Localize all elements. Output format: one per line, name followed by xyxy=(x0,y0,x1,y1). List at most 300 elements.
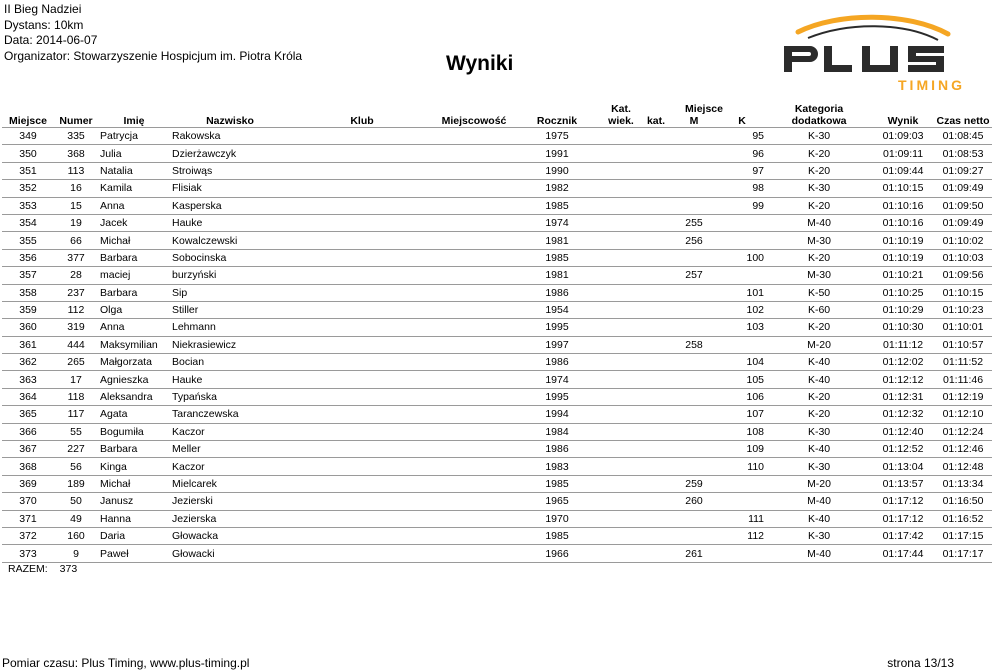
cell-wynik: 01:12:31 xyxy=(872,388,934,405)
cell-kat-wiek xyxy=(600,214,642,231)
table-row xyxy=(2,301,992,318)
cell-imie: Michał xyxy=(98,232,170,249)
cell-kat xyxy=(642,388,670,405)
table-row xyxy=(2,423,992,440)
cell-numer: 117 xyxy=(54,406,98,423)
cell-nazwisko: Meller xyxy=(170,441,290,458)
cell-klub xyxy=(290,510,434,527)
cell-rocznik: 1974 xyxy=(514,371,600,388)
cell-nazwisko: Stroiwąs xyxy=(170,162,290,179)
cell-klub xyxy=(290,475,434,492)
event-date: Data: 2014-06-07 xyxy=(4,33,98,47)
cell-numer: 28 xyxy=(54,267,98,284)
col-wynik: Wynik xyxy=(887,115,919,127)
cell-m: 258 xyxy=(670,336,718,353)
cell-kat xyxy=(642,319,670,336)
cell-rocznik: 1994 xyxy=(514,406,600,423)
cell-klub xyxy=(290,232,434,249)
cell-imie: Jacek xyxy=(98,214,170,231)
cell-imie: Agata xyxy=(98,406,170,423)
cell-miejscowosc xyxy=(434,197,514,214)
cell-klub xyxy=(290,493,434,510)
cell-imie: Olga xyxy=(98,301,170,318)
table-row xyxy=(2,371,992,388)
cell-czas-netto: 01:09:50 xyxy=(934,197,992,214)
table-body xyxy=(2,128,992,563)
cell-m xyxy=(670,388,718,405)
cell-kat-wiek xyxy=(600,336,642,353)
cell-wynik: 01:13:57 xyxy=(872,475,934,492)
cell-kat xyxy=(642,545,670,562)
cell-m xyxy=(670,284,718,301)
cell-kategoria: K-50 xyxy=(766,284,872,301)
cell-m xyxy=(670,458,718,475)
cell-rocznik: 1974 xyxy=(514,214,600,231)
cell-numer: 113 xyxy=(54,162,98,179)
cell-m: 255 xyxy=(670,214,718,231)
cell-wynik: 01:10:16 xyxy=(872,214,934,231)
cell-kat xyxy=(642,301,670,318)
cell-numer: 66 xyxy=(54,232,98,249)
col-nazwisko: Nazwisko xyxy=(206,115,254,127)
cell-wynik: 01:10:21 xyxy=(872,267,934,284)
cell-kat-wiek xyxy=(600,284,642,301)
cell-kat-wiek xyxy=(600,197,642,214)
cell-kat xyxy=(642,423,670,440)
cell-kategoria: K-20 xyxy=(766,406,872,423)
footer-timing-credit: Pomiar czasu: Plus Timing, www.plus-timing.pl xyxy=(2,656,250,670)
cell-kat xyxy=(642,371,670,388)
cell-m xyxy=(670,406,718,423)
cell-k: 108 xyxy=(718,423,766,440)
cell-miejsce: 351 xyxy=(2,162,54,179)
cell-rocznik: 1975 xyxy=(514,128,600,145)
cell-miejsce: 368 xyxy=(2,458,54,475)
cell-wynik: 01:12:12 xyxy=(872,371,934,388)
col-czas-netto: Czas netto xyxy=(936,115,990,127)
cell-imie: Paweł xyxy=(98,545,170,562)
cell-numer: 56 xyxy=(54,458,98,475)
cell-kategoria: K-30 xyxy=(766,128,872,145)
cell-rocznik: 1966 xyxy=(514,545,600,562)
cell-wynik: 01:10:29 xyxy=(872,301,934,318)
cell-kat xyxy=(642,284,670,301)
col-numer: Numer xyxy=(59,115,93,127)
cell-rocznik: 1985 xyxy=(514,527,600,544)
cell-kat xyxy=(642,145,670,162)
cell-miejscowosc xyxy=(434,301,514,318)
cell-nazwisko: Lehmann xyxy=(170,319,290,336)
cell-miejscowosc xyxy=(434,162,514,179)
cell-miejscowosc xyxy=(434,145,514,162)
cell-imie: Anna xyxy=(98,319,170,336)
cell-rocznik: 1995 xyxy=(514,388,600,405)
cell-numer: 444 xyxy=(54,336,98,353)
cell-numer: 112 xyxy=(54,301,98,318)
cell-kategoria: K-20 xyxy=(766,145,872,162)
cell-kat-wiek xyxy=(600,180,642,197)
cell-nazwisko: Jezierska xyxy=(170,510,290,527)
cell-kategoria: M-20 xyxy=(766,336,872,353)
table-row xyxy=(2,545,992,562)
cell-miejsce: 367 xyxy=(2,441,54,458)
cell-kat xyxy=(642,336,670,353)
cell-nazwisko: Typańska xyxy=(170,388,290,405)
table-row xyxy=(2,475,992,492)
cell-klub xyxy=(290,162,434,179)
table-row xyxy=(2,267,992,284)
cell-nazwisko: Hauke xyxy=(170,214,290,231)
cell-nazwisko: Taranczewska xyxy=(170,406,290,423)
cell-miejsce: 356 xyxy=(2,249,54,266)
cell-numer: 377 xyxy=(54,249,98,266)
table-row xyxy=(2,128,992,145)
cell-kat-wiek xyxy=(600,493,642,510)
cell-nazwisko: Kaczor xyxy=(170,458,290,475)
summary xyxy=(8,563,77,575)
cell-wynik: 01:13:04 xyxy=(872,458,934,475)
cell-kat-wiek xyxy=(600,475,642,492)
cell-klub xyxy=(290,267,434,284)
cell-kategoria: K-30 xyxy=(766,527,872,544)
cell-m xyxy=(670,197,718,214)
cell-imie: Patrycja xyxy=(98,128,170,145)
col-kategoria: Kategoria dodatkowa xyxy=(791,103,847,127)
summary-label: RAZEM: xyxy=(8,563,48,575)
cell-rocznik: 1986 xyxy=(514,441,600,458)
event-organizer: Organizator: Stowarzyszenie Hospicjum im. Piotra Króla xyxy=(4,48,303,63)
cell-imie: Michał xyxy=(98,475,170,492)
cell-czas-netto: 01:10:01 xyxy=(934,319,992,336)
cell-numer: 368 xyxy=(54,145,98,162)
cell-kategoria: K-20 xyxy=(766,388,872,405)
cell-czas-netto: 01:17:15 xyxy=(934,527,992,544)
cell-kategoria: K-60 xyxy=(766,301,872,318)
cell-klub xyxy=(290,527,434,544)
cell-kat xyxy=(642,527,670,544)
cell-numer: 15 xyxy=(54,197,98,214)
table-header xyxy=(2,101,992,128)
cell-miejsce: 366 xyxy=(2,423,54,440)
cell-klub xyxy=(290,319,434,336)
cell-czas-netto: 01:09:49 xyxy=(934,180,992,197)
cell-miejscowosc xyxy=(434,423,514,440)
cell-miejsce: 355 xyxy=(2,232,54,249)
col-kat: kat. xyxy=(646,115,666,127)
cell-kategoria: K-20 xyxy=(766,249,872,266)
cell-numer: 17 xyxy=(54,371,98,388)
cell-imie: Hanna xyxy=(98,510,170,527)
summary-count: 373 xyxy=(59,563,78,575)
cell-miejsce: 364 xyxy=(2,388,54,405)
cell-klub xyxy=(290,545,434,562)
cell-m xyxy=(670,319,718,336)
cell-k: 105 xyxy=(718,371,766,388)
cell-numer: 50 xyxy=(54,493,98,510)
cell-miejscowosc xyxy=(434,371,514,388)
cell-kat xyxy=(642,493,670,510)
cell-m: 261 xyxy=(670,545,718,562)
cell-wynik: 01:12:32 xyxy=(872,406,934,423)
cell-czas-netto: 01:12:48 xyxy=(934,458,992,475)
cell-miejscowosc xyxy=(434,388,514,405)
cell-nazwisko: Stiller xyxy=(170,301,290,318)
cell-miejsce: 369 xyxy=(2,475,54,492)
cell-imie: Aleksandra xyxy=(98,388,170,405)
cell-czas-netto: 01:16:52 xyxy=(934,510,992,527)
cell-czas-netto: 01:11:46 xyxy=(934,371,992,388)
cell-miejscowosc xyxy=(434,458,514,475)
cell-nazwisko: Sip xyxy=(170,284,290,301)
cell-kategoria: M-40 xyxy=(766,214,872,231)
cell-klub xyxy=(290,214,434,231)
cell-numer: 265 xyxy=(54,354,98,371)
cell-numer: 237 xyxy=(54,284,98,301)
cell-czas-netto: 01:08:53 xyxy=(934,145,992,162)
cell-klub xyxy=(290,423,434,440)
cell-kat-wiek xyxy=(600,128,642,145)
cell-k xyxy=(718,475,766,492)
cell-miejscowosc xyxy=(434,475,514,492)
cell-kategoria: K-40 xyxy=(766,441,872,458)
cell-wynik: 01:09:11 xyxy=(872,145,934,162)
cell-miejsce: 359 xyxy=(2,301,54,318)
results-table xyxy=(2,101,992,563)
cell-kategoria: K-30 xyxy=(766,423,872,440)
cell-kategoria: M-30 xyxy=(766,232,872,249)
cell-nazwisko: Jezierski xyxy=(170,493,290,510)
cell-wynik: 01:11:12 xyxy=(872,336,934,353)
col-imie: Imię xyxy=(123,115,145,127)
table-row xyxy=(2,354,992,371)
cell-k: 103 xyxy=(718,319,766,336)
cell-nazwisko: Kowalczewski xyxy=(170,232,290,249)
cell-kat-wiek xyxy=(600,267,642,284)
cell-miejscowosc xyxy=(434,249,514,266)
cell-m xyxy=(670,510,718,527)
cell-wynik: 01:10:19 xyxy=(872,232,934,249)
cell-kat xyxy=(642,232,670,249)
cell-miejscowosc xyxy=(434,336,514,353)
cell-imie: Małgorzata xyxy=(98,354,170,371)
cell-miejscowosc xyxy=(434,128,514,145)
cell-klub xyxy=(290,441,434,458)
cell-kat xyxy=(642,128,670,145)
cell-rocznik: 1986 xyxy=(514,354,600,371)
cell-numer: 118 xyxy=(54,388,98,405)
cell-k: 96 xyxy=(718,145,766,162)
cell-nazwisko: burzyński xyxy=(170,267,290,284)
col-rocznik: Rocznik xyxy=(536,115,578,127)
cell-czas-netto: 01:09:49 xyxy=(934,214,992,231)
cell-imie: Barbara xyxy=(98,284,170,301)
cell-m xyxy=(670,180,718,197)
cell-miejscowosc xyxy=(434,441,514,458)
cell-rocznik: 1995 xyxy=(514,319,600,336)
cell-imie: Natalia xyxy=(98,162,170,179)
cell-nazwisko: Mielcarek xyxy=(170,475,290,492)
table-row xyxy=(2,510,992,527)
cell-kategoria: K-20 xyxy=(766,162,872,179)
cell-miejsce: 361 xyxy=(2,336,54,353)
cell-kategoria: K-30 xyxy=(766,180,872,197)
cell-m xyxy=(670,145,718,162)
cell-kat xyxy=(642,197,670,214)
cell-rocznik: 1986 xyxy=(514,284,600,301)
table-row xyxy=(2,145,992,162)
cell-kategoria: K-40 xyxy=(766,354,872,371)
cell-nazwisko: Bocian xyxy=(170,354,290,371)
cell-nazwisko: Sobocinska xyxy=(170,249,290,266)
cell-rocznik: 1981 xyxy=(514,267,600,284)
cell-kat xyxy=(642,441,670,458)
cell-kat-wiek xyxy=(600,371,642,388)
cell-kat xyxy=(642,510,670,527)
cell-miejsce: 372 xyxy=(2,527,54,544)
cell-numer: 16 xyxy=(54,180,98,197)
cell-rocznik: 1991 xyxy=(514,145,600,162)
cell-miejscowosc xyxy=(434,232,514,249)
cell-miejsce: 363 xyxy=(2,371,54,388)
cell-nazwisko: Hauke xyxy=(170,371,290,388)
cell-numer: 160 xyxy=(54,527,98,544)
plus-timing-logo xyxy=(778,10,965,96)
cell-miejsce: 354 xyxy=(2,214,54,231)
cell-k: 107 xyxy=(718,406,766,423)
cell-kat-wiek xyxy=(600,145,642,162)
cell-wynik: 01:12:02 xyxy=(872,354,934,371)
cell-kat xyxy=(642,180,670,197)
cell-imie: Daria xyxy=(98,527,170,544)
cell-nazwisko: Dzierżawczyk xyxy=(170,145,290,162)
cell-miejscowosc xyxy=(434,180,514,197)
cell-m xyxy=(670,301,718,318)
cell-m xyxy=(670,162,718,179)
cell-k: 98 xyxy=(718,180,766,197)
cell-m xyxy=(670,354,718,371)
cell-rocznik: 1970 xyxy=(514,510,600,527)
cell-miejsce: 370 xyxy=(2,493,54,510)
cell-kat-wiek xyxy=(600,162,642,179)
cell-miejsce: 349 xyxy=(2,128,54,145)
table-row xyxy=(2,162,992,179)
footer-page-number: strona 13/13 xyxy=(887,656,954,670)
cell-czas-netto: 01:17:17 xyxy=(934,545,992,562)
cell-kat-wiek xyxy=(600,527,642,544)
cell-miejscowosc xyxy=(434,284,514,301)
cell-czas-netto: 01:16:50 xyxy=(934,493,992,510)
cell-m: 256 xyxy=(670,232,718,249)
cell-k: 97 xyxy=(718,162,766,179)
cell-klub xyxy=(290,371,434,388)
cell-wynik: 01:09:44 xyxy=(872,162,934,179)
cell-kat xyxy=(642,406,670,423)
col-miejsce-group: Miejsce xyxy=(685,103,723,115)
cell-wynik: 01:10:25 xyxy=(872,284,934,301)
cell-m: 260 xyxy=(670,493,718,510)
cell-numer: 19 xyxy=(54,214,98,231)
cell-numer: 55 xyxy=(54,423,98,440)
cell-rocznik: 1984 xyxy=(514,423,600,440)
cell-imie: Bogumiła xyxy=(98,423,170,440)
cell-miejsce: 352 xyxy=(2,180,54,197)
cell-numer: 49 xyxy=(54,510,98,527)
cell-klub xyxy=(290,336,434,353)
cell-k: 99 xyxy=(718,197,766,214)
table-row xyxy=(2,180,992,197)
cell-czas-netto: 01:13:34 xyxy=(934,475,992,492)
col-m: M xyxy=(689,115,699,127)
cell-kat-wiek xyxy=(600,354,642,371)
cell-imie: Anna xyxy=(98,197,170,214)
cell-czas-netto: 01:09:27 xyxy=(934,162,992,179)
cell-kategoria: K-20 xyxy=(766,319,872,336)
cell-miejscowosc xyxy=(434,510,514,527)
cell-k: 106 xyxy=(718,388,766,405)
table-row xyxy=(2,249,992,266)
cell-imie: Kamila xyxy=(98,180,170,197)
cell-kat-wiek xyxy=(600,458,642,475)
col-kat-wiek-line1: Kat. xyxy=(611,103,631,115)
cell-kat-wiek xyxy=(600,301,642,318)
cell-imie: Janusz xyxy=(98,493,170,510)
cell-kat xyxy=(642,267,670,284)
cell-k xyxy=(718,214,766,231)
cell-nazwisko: Kaczor xyxy=(170,423,290,440)
cell-nazwisko: Kasperska xyxy=(170,197,290,214)
cell-k: 95 xyxy=(718,128,766,145)
cell-kat xyxy=(642,354,670,371)
cell-miejsce: 365 xyxy=(2,406,54,423)
table-row xyxy=(2,319,992,336)
cell-m xyxy=(670,441,718,458)
cell-m xyxy=(670,371,718,388)
cell-kategoria: K-40 xyxy=(766,510,872,527)
cell-kat xyxy=(642,475,670,492)
cell-wynik: 01:17:12 xyxy=(872,510,934,527)
cell-kat xyxy=(642,162,670,179)
cell-nazwisko: Rakowska xyxy=(170,128,290,145)
cell-k: 101 xyxy=(718,284,766,301)
cell-k: 112 xyxy=(718,527,766,544)
cell-k xyxy=(718,493,766,510)
cell-czas-netto: 01:10:23 xyxy=(934,301,992,318)
cell-numer: 335 xyxy=(54,128,98,145)
cell-wynik: 01:10:15 xyxy=(872,180,934,197)
cell-imie: Maksymilian xyxy=(98,336,170,353)
cell-m xyxy=(670,527,718,544)
event-distance: Dystans: 10km xyxy=(4,17,84,32)
cell-rocznik: 1965 xyxy=(514,493,600,510)
cell-miejsce: 373 xyxy=(2,545,54,562)
cell-czas-netto: 01:12:10 xyxy=(934,406,992,423)
table-row xyxy=(2,388,992,405)
cell-m xyxy=(670,423,718,440)
cell-k: 109 xyxy=(718,441,766,458)
cell-czas-netto: 01:10:02 xyxy=(934,232,992,249)
cell-kategoria: K-30 xyxy=(766,458,872,475)
cell-kategoria: M-40 xyxy=(766,545,872,562)
cell-k xyxy=(718,232,766,249)
cell-kat-wiek xyxy=(600,319,642,336)
cell-kat-wiek xyxy=(600,510,642,527)
cell-m xyxy=(670,249,718,266)
cell-czas-netto: 01:11:52 xyxy=(934,354,992,371)
cell-wynik: 01:10:30 xyxy=(872,319,934,336)
cell-miejsce: 362 xyxy=(2,354,54,371)
cell-wynik: 01:10:19 xyxy=(872,249,934,266)
table-row xyxy=(2,406,992,423)
